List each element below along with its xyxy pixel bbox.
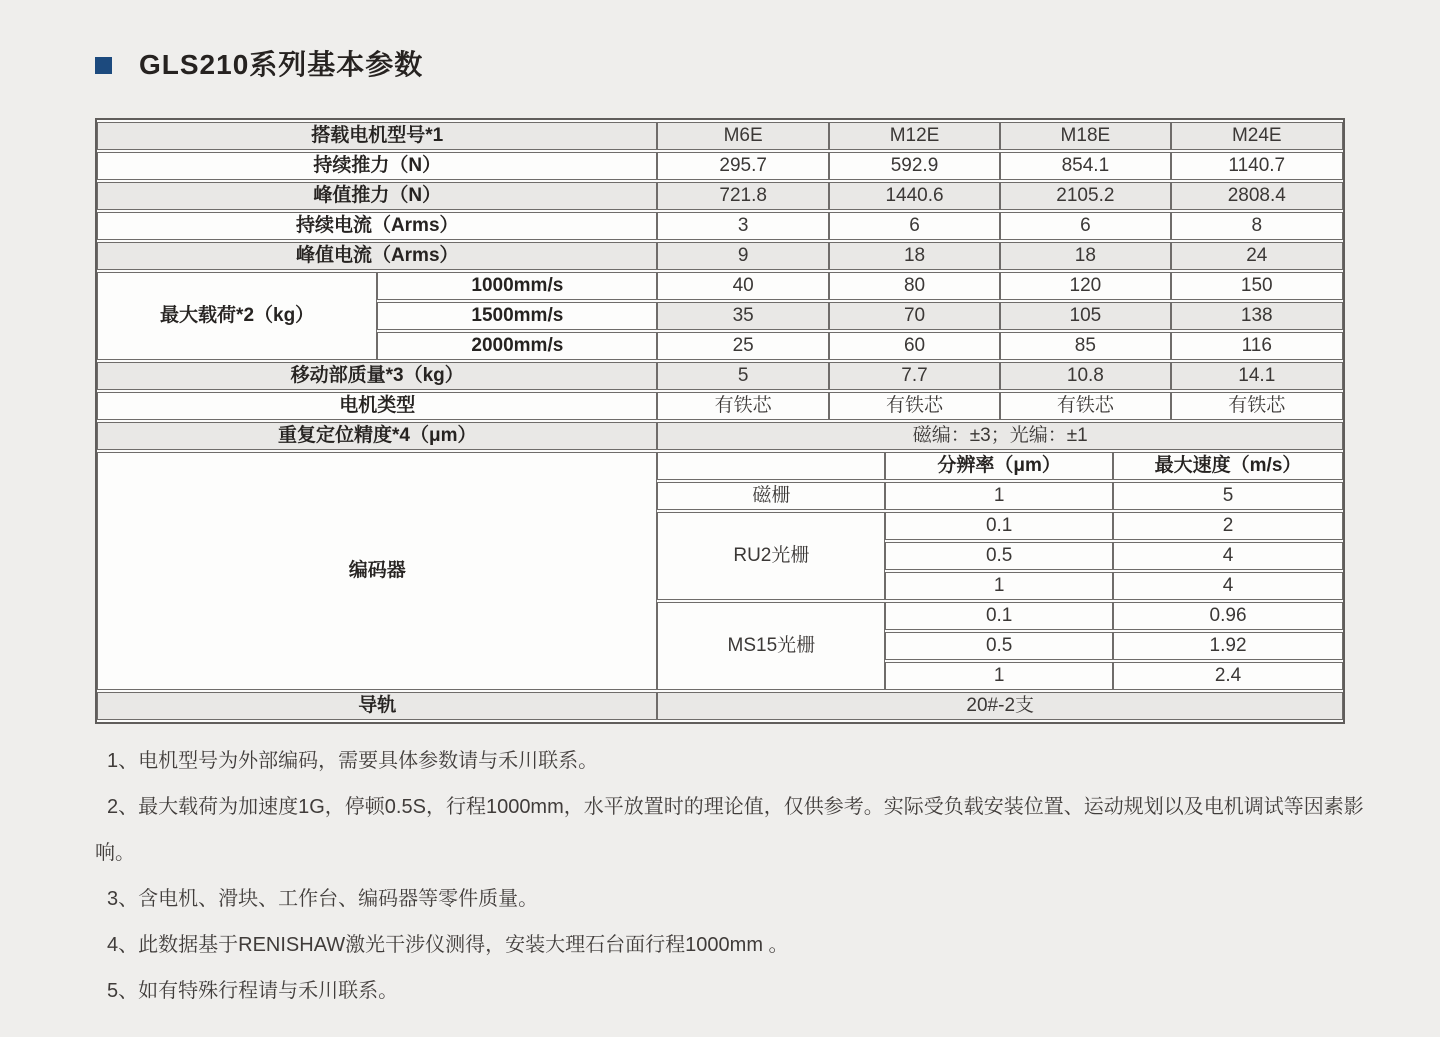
cell-value: 9 (657, 242, 828, 270)
cell-value: 1.92 (1113, 632, 1343, 660)
cell-value: 2105.2 (1000, 182, 1170, 210)
cell-value: 1 (885, 482, 1113, 510)
cell-value: 4 (1113, 542, 1343, 570)
cell-encoder-empty (657, 452, 885, 480)
row-label-speed: 1500mm/s (377, 302, 657, 330)
cell-value: 120 (1000, 272, 1170, 300)
cell-value: 721.8 (657, 182, 828, 210)
cell-value: 2.4 (1113, 662, 1343, 690)
cell-value: 有铁芯 (1171, 392, 1343, 420)
cell-value: 10.8 (1000, 362, 1170, 390)
cell-value: 85 (1000, 332, 1170, 360)
cell-value: 592.9 (829, 152, 1000, 180)
cell-value: 35 (657, 302, 828, 330)
cell-value: 4 (1113, 572, 1343, 600)
row-label-peak-current: 峰值电流（Arms） (97, 242, 657, 270)
cell-value: 150 (1171, 272, 1343, 300)
row-label-continuous-force: 持续推力（N） (97, 152, 657, 180)
section-title-row (95, 48, 423, 82)
cell-value: 295.7 (657, 152, 828, 180)
cell-value: 18 (829, 242, 1000, 270)
cell-value: 0.96 (1113, 602, 1343, 630)
row-label-repeatability: 重复定位精度*4（μm） (97, 422, 657, 450)
row-label-speed: 2000mm/s (377, 332, 657, 360)
cell-value: 6 (829, 212, 1000, 240)
row-label-motor-model: 搭载电机型号*1 (97, 122, 657, 150)
cell-repeatability-value: 磁编：±3；光编：±1 (657, 422, 1343, 450)
note-line: 4、此数据基于RENISHAW激光干涉仪测得，安装大理石台面行程1000mm 。 (107, 934, 789, 956)
cell-value: 1 (885, 572, 1113, 600)
row-label-encoder: 编码器 (97, 452, 657, 690)
row-label-speed: 1000mm/s (377, 272, 657, 300)
cell-value: 70 (829, 302, 1000, 330)
cell-value: 25 (657, 332, 828, 360)
title-bullet-square-icon (95, 57, 112, 74)
cell-value: 2 (1113, 512, 1343, 540)
cell-value: 0.1 (885, 512, 1113, 540)
page-title: GLS210系列基本参数 (139, 49, 424, 80)
cell-value: 80 (829, 272, 1000, 300)
row-label-continuous-current: 持续电流（Arms） (97, 212, 657, 240)
cell-value: 0.5 (885, 632, 1113, 660)
cell-value: 有铁芯 (657, 392, 828, 420)
cell-value: 0.5 (885, 542, 1113, 570)
encoder-col-header-max-speed: 最大速度（m/s） (1113, 452, 1343, 480)
cell-value: 有铁芯 (829, 392, 1000, 420)
cell-value: 1440.6 (829, 182, 1000, 210)
cell-value: 8 (1171, 212, 1343, 240)
cell-value: 854.1 (1000, 152, 1170, 180)
cell-value: 138 (1171, 302, 1343, 330)
cell-value: 5 (1113, 482, 1343, 510)
cell-value: 1 (885, 662, 1113, 690)
cell-value: 1140.7 (1171, 152, 1343, 180)
cell-value: 0.1 (885, 602, 1113, 630)
spec-table (95, 118, 1345, 724)
cell-value: 105 (1000, 302, 1170, 330)
encoder-col-header-resolution: 分辨率（μm） (885, 452, 1113, 480)
row-label-rail: 导轨 (97, 692, 657, 720)
note-line: 3、含电机、滑块、工作台、编码器等零件质量。 (107, 888, 539, 910)
row-label-peak-force: 峰值推力（N） (97, 182, 657, 210)
encoder-type-name: RU2光栅 (657, 512, 885, 600)
cell-value: 3 (657, 212, 828, 240)
cell-motor-model: M6E (657, 122, 828, 150)
note-line: 1、电机型号为外部编码，需要具体参数请与禾川联系。 (107, 750, 599, 772)
cell-value: 7.7 (829, 362, 1000, 390)
cell-value: 6 (1000, 212, 1170, 240)
cell-value: 18 (1000, 242, 1170, 270)
cell-value: 40 (657, 272, 828, 300)
cell-value: 24 (1171, 242, 1343, 270)
row-label-motor-type: 电机类型 (97, 392, 657, 420)
cell-value: 60 (829, 332, 1000, 360)
row-label-max-load: 最大载荷*2（kg） (97, 272, 377, 360)
cell-value: 116 (1171, 332, 1343, 360)
footnotes (95, 738, 1375, 1014)
note-line: 2、最大载荷为加速度1G，停顿0.5S，行程1000mm，水平放置时的理论值，仅供参考。实际受负载安装位置、运动规划以及电机调试等因素影响。 (95, 796, 1364, 864)
cell-value: 2808.4 (1171, 182, 1343, 210)
cell-value: 有铁芯 (1000, 392, 1170, 420)
note-line: 5、如有特殊行程请与禾川联系。 (107, 980, 399, 1002)
cell-rail-value: 20#-2支 (657, 692, 1343, 720)
cell-motor-model: M24E (1171, 122, 1343, 150)
cell-value: 5 (657, 362, 828, 390)
row-label-moving-mass: 移动部质量*3（kg） (97, 362, 657, 390)
encoder-type-name: MS15光栅 (657, 602, 885, 690)
cell-motor-model: M12E (829, 122, 1000, 150)
cell-motor-model: M18E (1000, 122, 1170, 150)
cell-value: 14.1 (1171, 362, 1343, 390)
encoder-type-name: 磁栅 (657, 482, 885, 510)
